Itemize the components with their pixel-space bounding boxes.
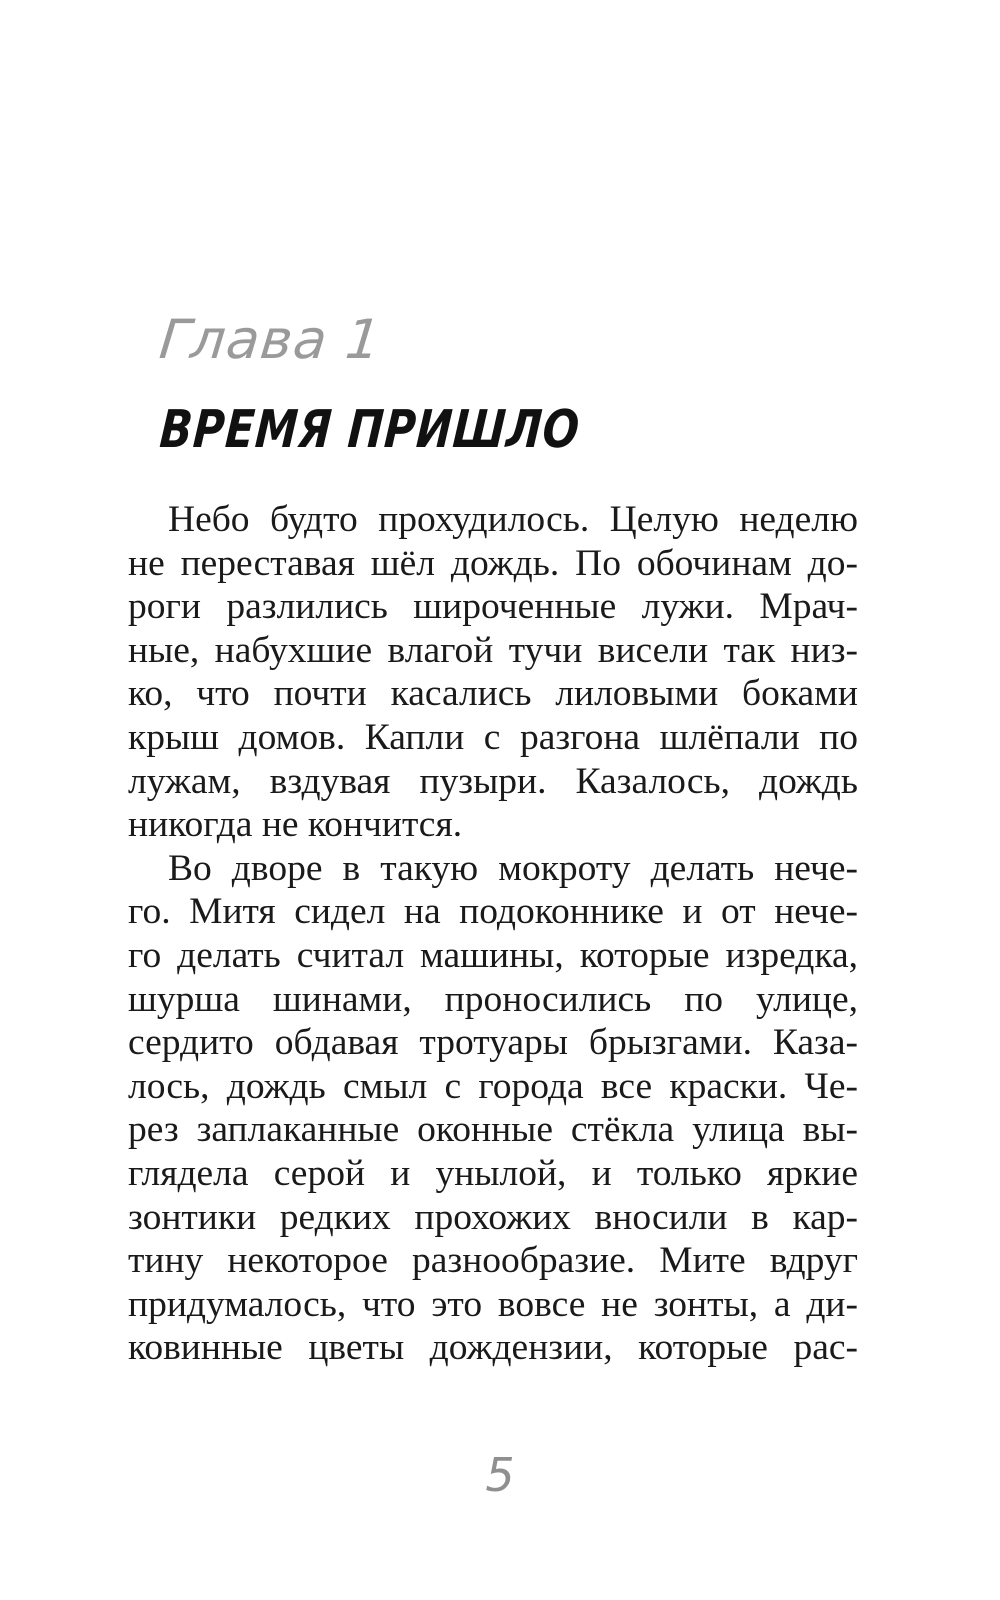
text-line: ные, набухшие влагой тучи висели так низ- (128, 629, 858, 671)
text-line: лось, дождь смыл с города все краски. Че- (128, 1065, 858, 1107)
text-line: лужам, вздувая пузыри. Казалось, дождь (128, 760, 858, 802)
page-number: 5 (485, 1448, 515, 1502)
text-line: ковинные цветы дождензии, которые рас- (128, 1327, 858, 1369)
chapter-title: ВРЕМЯ ПРИШЛО (157, 400, 582, 460)
text-line: глядела серой и унылой, и только яркие (128, 1152, 858, 1194)
chapter-label: Глава 1 (156, 308, 385, 371)
text-line: не переставая шёл дождь. По обочинам до- (128, 542, 858, 584)
text-line: го делать считал машины, которые изредка, (128, 934, 858, 976)
text-line: тину некоторое разнообразие. Мите вдруг (128, 1240, 858, 1282)
text-line: шурша шинами, проносились по улице, (128, 978, 858, 1020)
text-line: го. Митя сидел на подоконнике и от нече- (128, 891, 858, 933)
text-line: ко, что почти касались лиловыми боками (128, 673, 858, 715)
text-line: Во дворе в такую мокроту делать нече- (168, 847, 858, 889)
text-line: придумалось, что это вовсе не зонты, а ди- (128, 1283, 858, 1325)
text-line: зонтики редких прохожих вносили в кар- (128, 1196, 858, 1238)
text-line: никогда не кончится. (128, 804, 463, 846)
text-line: Небо будто прохудилось. Целую неделю (168, 499, 858, 540)
text-line: роги разлились широченные лужи. Мрач- (128, 586, 858, 628)
text-line: рез заплаканные оконные стёкла улица вы- (128, 1109, 858, 1151)
text-line: сердито обдавая тротуары брызгами. Каза- (128, 1022, 858, 1064)
body-text (128, 498, 858, 1370)
text-line: крыш домов. Капли с разгона шлёпали по (128, 716, 858, 758)
